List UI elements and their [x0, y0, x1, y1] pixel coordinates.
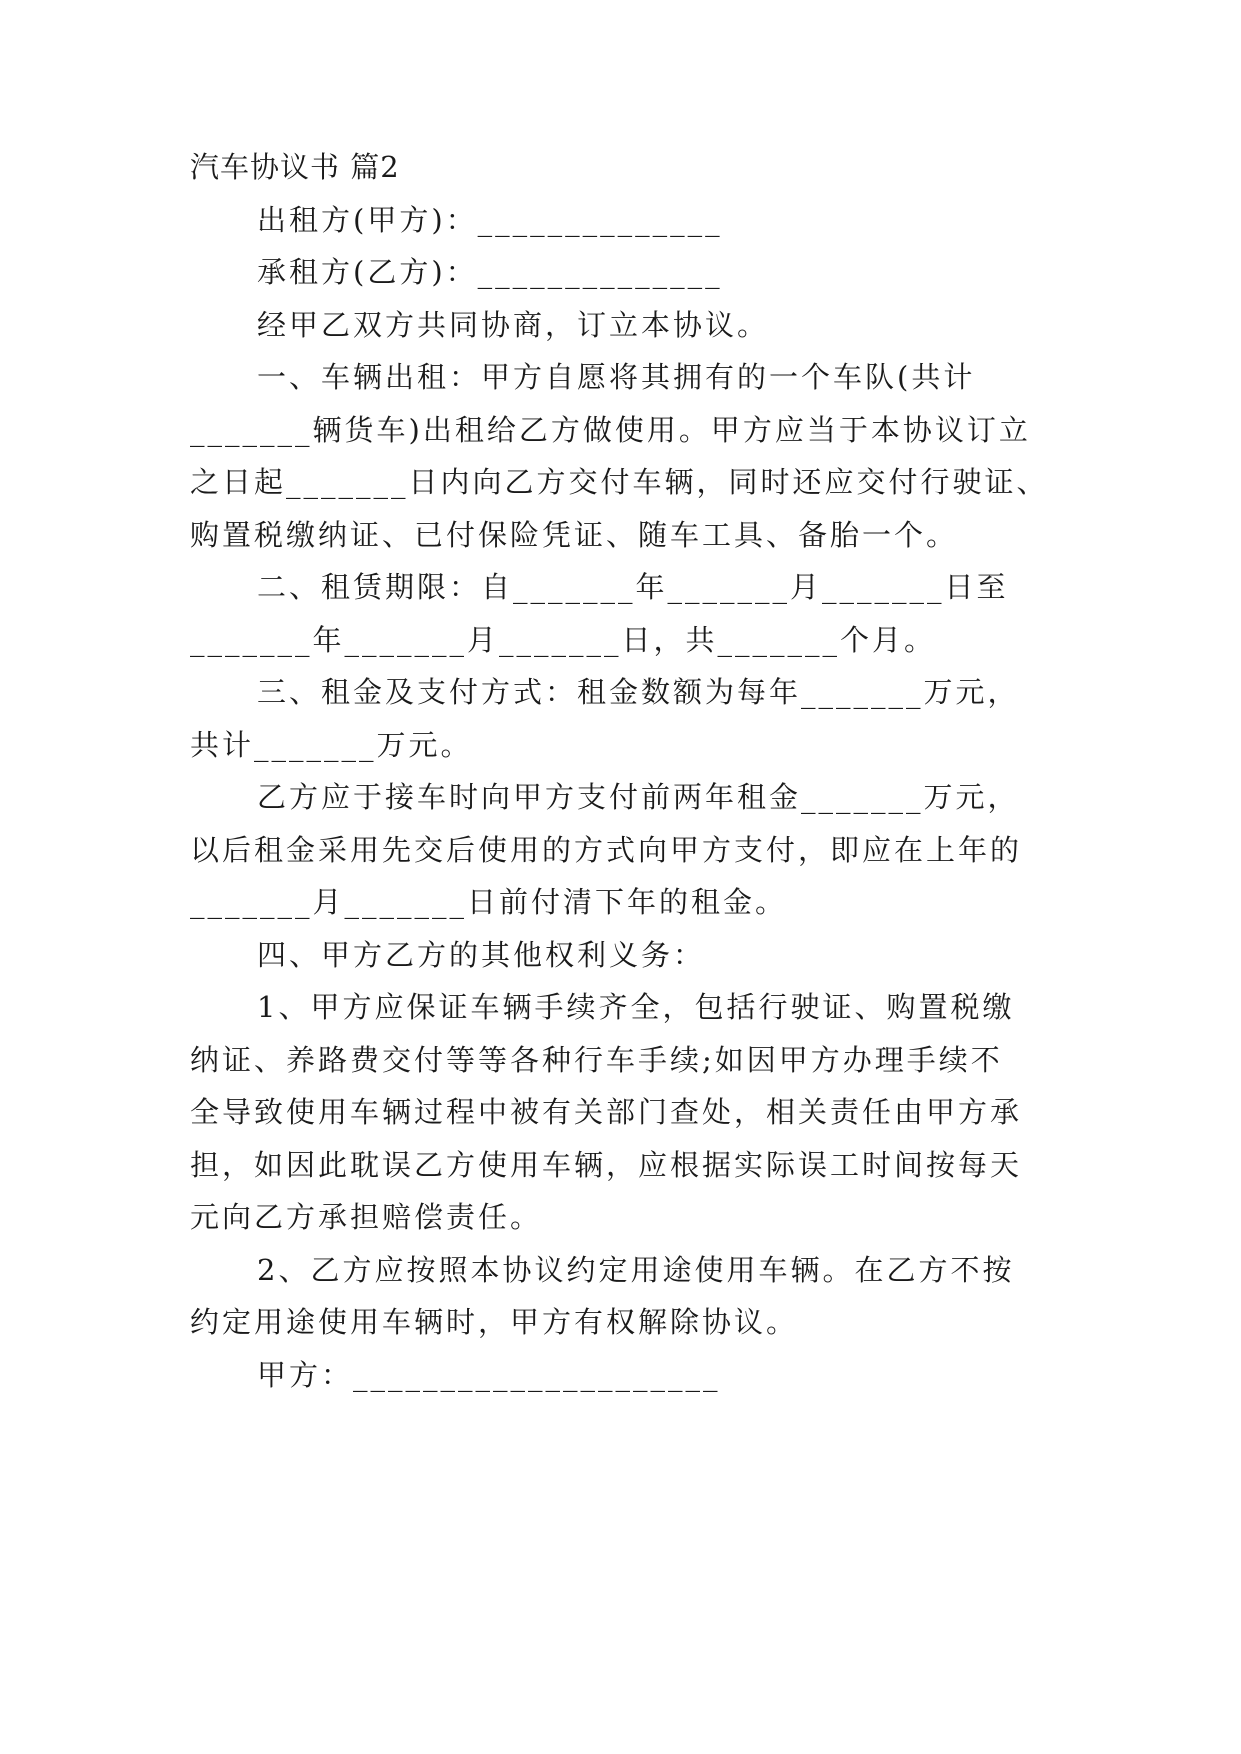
- clause1-line: 购置税缴纳证、已付保险凭证、随车工具、备胎一个。: [190, 518, 959, 552]
- item1-line: 元向乙方承担赔偿责任。: [190, 1200, 543, 1234]
- item2-line: 2、乙方应按照本协议约定用途使用车辆。在乙方不按: [257, 1253, 1015, 1287]
- signature-line: 甲方：_____________________: [257, 1358, 721, 1392]
- clause1-line: _______辆货车)出租给乙方做使用。甲方应当于本协议订立: [190, 413, 1031, 447]
- intro-line: 经甲乙双方共同协商，订立本协议。: [257, 308, 770, 342]
- clause4-heading: 四、甲方乙方的其他权利义务：: [257, 938, 706, 972]
- item1-line: 1、甲方应保证车辆手续齐全，包括行驶证、购置税缴: [257, 990, 1015, 1024]
- lessee-line: 承租方(乙方)：______________: [257, 255, 723, 289]
- clause1-line: 之日起_______日内向乙方交付车辆，同时还应交付行驶证、: [190, 465, 1049, 499]
- lessor-line: 出租方(甲方)：______________: [257, 203, 723, 237]
- document-title: 汽车协议书 篇2: [190, 150, 400, 184]
- item1-line: 纳证、养路费交付等等各种行车手续;如因甲方办理手续不: [190, 1043, 1003, 1077]
- clause2-line: 二、租赁期限：自_______年_______月_______日至: [257, 570, 1009, 604]
- payment-line: _______月_______日前付清下年的租金。: [190, 885, 788, 919]
- clause3-line: 共计_______万元。: [190, 728, 473, 762]
- clause2-line: _______年_______月_______日，共_______个月。: [190, 623, 937, 657]
- item1-line: 担，如因此耽误乙方使用车辆，应根据实际误工时间按每天: [190, 1148, 1023, 1182]
- payment-line: 以后租金采用先交后使用的方式向甲方支付，即应在上年的: [190, 833, 1023, 867]
- clause3-line: 三、租金及支付方式：租金数额为每年_______万元，: [257, 675, 1020, 709]
- item1-line: 全导致使用车辆过程中被有关部门查处，相关责任由甲方承: [190, 1095, 1023, 1129]
- clause1-line: 一、车辆出租：甲方自愿将其拥有的一个车队(共计: [257, 360, 976, 394]
- payment-line: 乙方应于接车时向甲方支付前两年租金_______万元，: [257, 780, 1020, 814]
- item2-line: 约定用途使用车辆时，甲方有权解除协议。: [190, 1305, 799, 1339]
